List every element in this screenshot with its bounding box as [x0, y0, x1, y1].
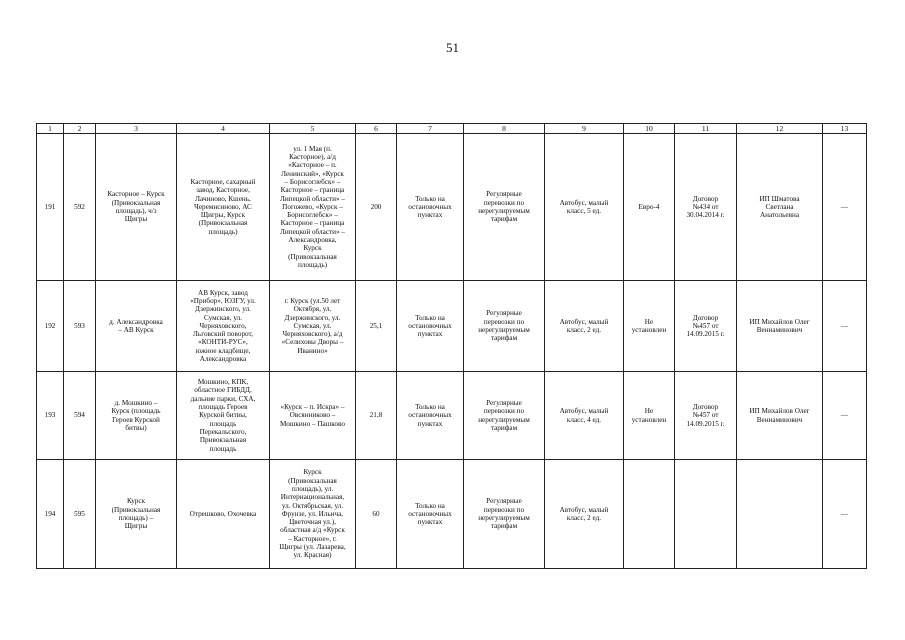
eco-class-cell: [624, 460, 675, 569]
stops-cell: Касторное, сахарный завод, Касторное, Лачиново, Кшень, Черемисиново, АС Щигры, Курск (Привокзальная площадь): [177, 134, 270, 281]
contract-cell: Договор №457 от 14.09.2015 г.: [675, 372, 737, 460]
carrier-cell: ИП Михайлов Олег Вениаминович: [737, 281, 823, 372]
column-header: 13: [823, 124, 867, 134]
length-cell: 60: [356, 460, 397, 569]
route-name-cell: Касторное – Курск (Привокзальная площадь), ч/з Щигры: [96, 134, 177, 281]
column-header: 9: [545, 124, 624, 134]
boarding-order-cell: Только на остановочных пунктах: [397, 281, 464, 372]
table-row: [37, 460, 867, 569]
routes-table: [36, 123, 867, 569]
row-number-cell: 191: [37, 134, 64, 281]
transport-type-cell: Регулярные перевозки по нерегулируемым тарифам: [464, 460, 545, 569]
length-cell: 200: [356, 134, 397, 281]
contract-cell: Договор №434 от 30.04.2014 г.: [675, 134, 737, 281]
column-header: 12: [737, 124, 823, 134]
column-header: 4: [177, 124, 270, 134]
table-row: [37, 134, 867, 281]
column-header: 6: [356, 124, 397, 134]
vehicle-cell: Автобус, малый класс, 4 ед.: [545, 372, 624, 460]
column-header: 3: [96, 124, 177, 134]
route-number-cell: 592: [64, 134, 96, 281]
boarding-order-cell: Только на остановочных пунктах: [397, 372, 464, 460]
route-number-cell: 593: [64, 281, 96, 372]
stops-cell: АВ Курск, завод «Прибор», ЮЗГУ, ул. Дзержинского, ул. Сумская, ул. Черняховского, Льговский поворот, «КОНТИ-РУС», южное кладбище, Александровка: [177, 281, 270, 372]
transport-type-cell: Регулярные перевозки по нерегулируемым тарифам: [464, 372, 545, 460]
route-name-cell: Курск (Привокзальная площадь) – Щигры: [96, 460, 177, 569]
boarding-order-cell: Только на остановочных пунктах: [397, 134, 464, 281]
streets-cell: «Курск – п. Искра» – Овсянниково – Мошкино – Пашково: [270, 372, 356, 460]
length-cell: 21,8: [356, 372, 397, 460]
contract-cell: Договор №457 от 14.09.2015 г.: [675, 281, 737, 372]
note-cell: —: [823, 134, 867, 281]
carrier-cell: ИП Шматова Светлана Анатольевна: [737, 134, 823, 281]
column-header: 7: [397, 124, 464, 134]
note-cell: —: [823, 460, 867, 569]
vehicle-cell: Автобус, малый класс, 2 ед.: [545, 460, 624, 569]
route-number-cell: 594: [64, 372, 96, 460]
table-row: [37, 281, 867, 372]
transport-type-cell: Регулярные перевозки по нерегулируемым тарифам: [464, 281, 545, 372]
eco-class-cell: Не установлен: [624, 281, 675, 372]
row-number-cell: 193: [37, 372, 64, 460]
eco-class-cell: Евро-4: [624, 134, 675, 281]
route-name-cell: д. Мошкино – Курск (площадь Героев Курской битвы): [96, 372, 177, 460]
streets-cell: г. Курск (ул.50 лет Октября, ул. Дзержинского, ул. Сумская, ул. Черняховского), а/д «Селиховы Дворы – Иванино»: [270, 281, 356, 372]
transport-type-cell: Регулярные перевозки по нерегулируемым тарифам: [464, 134, 545, 281]
streets-cell: ул. 1 Мая (п. Касторное), а/д «Касторное – п. Ленинский», «Курск – Борисоглебск» – Касторное – граница Липецкой области» – Погожево, «Курск – Борисоглебск» – Касторное – граница Липецкой области» – Александровка, Курск (Привокзальная площадь): [270, 134, 356, 281]
column-header: 10: [624, 124, 675, 134]
page-number: 51: [446, 40, 459, 55]
stops-cell: Мошкино, КПК, областное ГИБДД, дальние парки, СХА, площадь Героев Курской битвы, площадь Перекальского, Привокзальная площадь: [177, 372, 270, 460]
stops-cell: Отрешково, Охочевка: [177, 460, 270, 569]
route-number-cell: 595: [64, 460, 96, 569]
note-cell: —: [823, 372, 867, 460]
eco-class-cell: Не установлен: [624, 372, 675, 460]
boarding-order-cell: Только на остановочных пунктах: [397, 460, 464, 569]
carrier-cell: [737, 460, 823, 569]
column-header: 1: [37, 124, 64, 134]
streets-cell: Курск (Привокзальная площадь), ул. Интернациональная, ул. Октябрьская, ул. Фрунзе, ул. Ильича, Цветочная ул.), областная а/д «Курск – Касторное», г. Щигры (ул. Лазарева, ул. Красная): [270, 460, 356, 569]
vehicle-cell: Автобус, малый класс, 2 ед.: [545, 281, 624, 372]
contract-cell: [675, 460, 737, 569]
row-number-cell: 192: [37, 281, 64, 372]
column-header: 11: [675, 124, 737, 134]
note-cell: —: [823, 281, 867, 372]
column-header: 5: [270, 124, 356, 134]
vehicle-cell: Автобус, малый класс, 5 ед.: [545, 134, 624, 281]
row-number-cell: 194: [37, 460, 64, 569]
length-cell: 25,1: [356, 281, 397, 372]
table-row: [37, 372, 867, 460]
column-header: 8: [464, 124, 545, 134]
column-header: 2: [64, 124, 96, 134]
header-row: [37, 124, 867, 134]
carrier-cell: ИП Михайлов Олег Вениаминович: [737, 372, 823, 460]
route-name-cell: д. Александровка – АВ Курск: [96, 281, 177, 372]
